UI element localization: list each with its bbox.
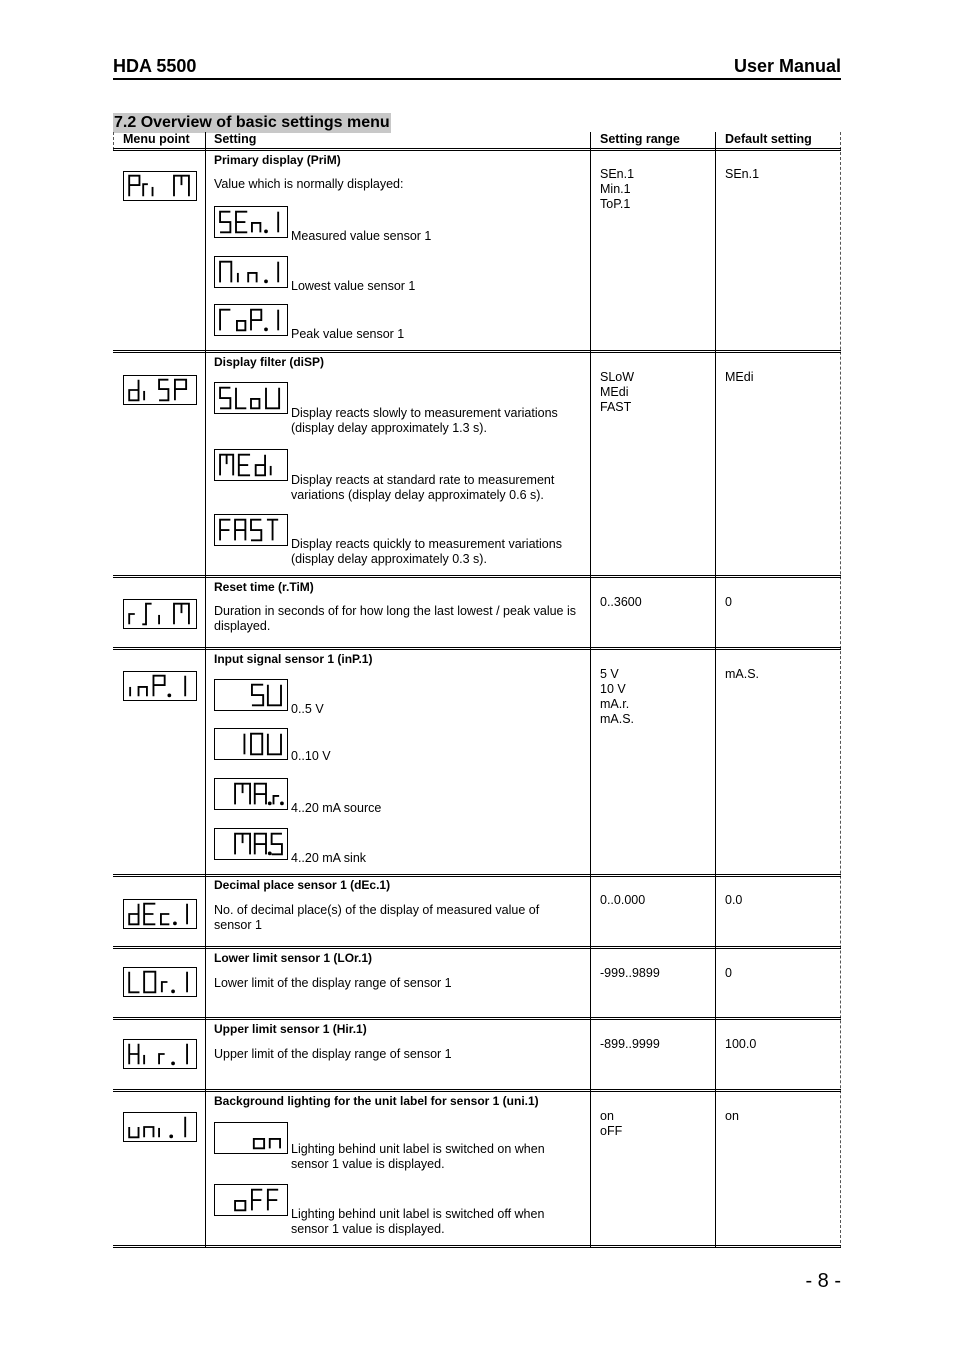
- option-label: Display reacts slowly to measurement variations (display delay approximately 1.3 s).: [291, 406, 558, 435]
- default-setting: on: [725, 1109, 739, 1123]
- lcd-option-medi: [214, 449, 288, 481]
- row-divider: [113, 946, 841, 949]
- lcd-option-mar: [214, 778, 288, 810]
- col-setting-range: Setting range: [600, 132, 680, 146]
- document-title: User Manual: [733, 56, 841, 76]
- option-label: 4..20 mA sink: [291, 851, 367, 865]
- setting-range: -999..9899: [600, 966, 660, 980]
- lcd-display-lor1: [123, 967, 197, 997]
- lcd-option-min1: [214, 256, 288, 288]
- setting-range: SLoW MEdi FAST: [600, 370, 635, 414]
- setting-range: 0..3600: [600, 595, 642, 609]
- lcd-option-10v: [214, 728, 288, 760]
- row-title: Decimal place sensor 1 (dEc.1): [214, 878, 391, 892]
- default-setting: 0: [725, 966, 732, 980]
- lcd-display-rtim: [123, 599, 197, 629]
- setting-range: -899..9999: [600, 1037, 660, 1051]
- row-divider: [113, 148, 841, 151]
- row-divider: [113, 1017, 841, 1020]
- col-default-setting: Default setting: [725, 132, 812, 146]
- lcd-option-sen1: [214, 206, 288, 238]
- section-title: 7.2 Overview of basic settings menu: [114, 114, 390, 131]
- option-label: Lighting behind unit label is switched off when sensor 1 value is displayed.: [291, 1207, 545, 1236]
- option-label: 4..20 mA source: [291, 801, 382, 815]
- page-header: [113, 56, 841, 80]
- lcd-display-dec1: [123, 899, 197, 929]
- grid-line: [840, 132, 841, 1248]
- lcd-option-mas: [214, 828, 288, 860]
- setting-range: on oFF: [600, 1109, 623, 1138]
- row-description: Value which is normally displayed:: [214, 177, 404, 191]
- lcd-option-on: [214, 1122, 288, 1154]
- lcd-option-5v: [214, 679, 288, 711]
- lcd-display-disp: [123, 375, 197, 405]
- col-menu-point: Menu point: [123, 132, 190, 146]
- product-name: HDA 5500: [113, 56, 197, 76]
- lcd-display-hir1: [123, 1039, 197, 1069]
- row-title: Lower limit sensor 1 (LOr.1): [214, 951, 373, 965]
- option-label: Display reacts at standard rate to measurement variations (display delay approximately 0.6 s).: [291, 473, 555, 502]
- row-description: Duration in seconds of for how long the last lowest / peak value is displayed.: [214, 604, 577, 633]
- lcd-option-fast: [214, 514, 288, 546]
- setting-range: SEn.1 Min.1 ToP.1: [600, 167, 635, 211]
- lcd-option-slow: [214, 382, 288, 414]
- setting-range: 0..0.000: [600, 893, 646, 907]
- row-divider: [113, 350, 841, 353]
- row-title: Input signal sensor 1 (inP.1): [214, 652, 373, 666]
- row-divider: [113, 575, 841, 578]
- lcd-display-prim: [123, 171, 197, 201]
- default-setting: SEn.1: [725, 167, 760, 181]
- option-label: Measured value sensor 1: [291, 229, 432, 243]
- row-description: Upper limit of the display range of sensor 1: [214, 1047, 452, 1061]
- row-divider: [113, 1089, 841, 1092]
- lcd-display-uni1: [123, 1112, 197, 1142]
- row-title: Display filter (diSP): [214, 355, 325, 369]
- row-description: Lower limit of the display range of sensor 1: [214, 976, 452, 990]
- row-divider: [113, 647, 841, 650]
- row-title: Reset time (r.TiM): [214, 580, 314, 594]
- lcd-display-inp1: [123, 671, 197, 701]
- page-number: - 8 -: [805, 1270, 841, 1292]
- option-label: Lowest value sensor 1: [291, 279, 416, 293]
- option-label: Lighting behind unit label is switched on when sensor 1 value is displayed.: [291, 1142, 545, 1171]
- row-title: Upper limit sensor 1 (Hir.1): [214, 1022, 367, 1036]
- row-title: Primary display (PriM): [214, 153, 341, 167]
- grid-line: [715, 132, 716, 1248]
- grid-line: [205, 132, 206, 1248]
- setting-range: 5 V 10 V mA.r. mA.S.: [600, 667, 635, 726]
- option-label: 0..10 V: [291, 749, 331, 763]
- row-description: No. of decimal place(s) of the display of measured value of sensor 1: [214, 903, 540, 932]
- option-label: 0..5 V: [291, 702, 324, 716]
- default-setting: mA.S.: [725, 667, 760, 681]
- option-label: Display reacts quickly to measurement variations (display delay approximately 0.3 s).: [291, 537, 562, 566]
- row-divider: [113, 1245, 841, 1248]
- option-label: Peak value sensor 1: [291, 327, 405, 341]
- lcd-option-top1: [214, 304, 288, 336]
- row-divider: [113, 874, 841, 877]
- grid-line: [590, 132, 591, 1248]
- default-setting: 0.0: [725, 893, 743, 907]
- default-setting: 0: [725, 595, 732, 609]
- lcd-option-off: [214, 1184, 288, 1216]
- row-title: Background lighting for the unit label for sensor 1 (uni.1): [214, 1094, 539, 1108]
- default-setting: 100.0: [725, 1037, 757, 1051]
- default-setting: MEdi: [725, 370, 754, 384]
- col-setting: Setting: [214, 132, 257, 146]
